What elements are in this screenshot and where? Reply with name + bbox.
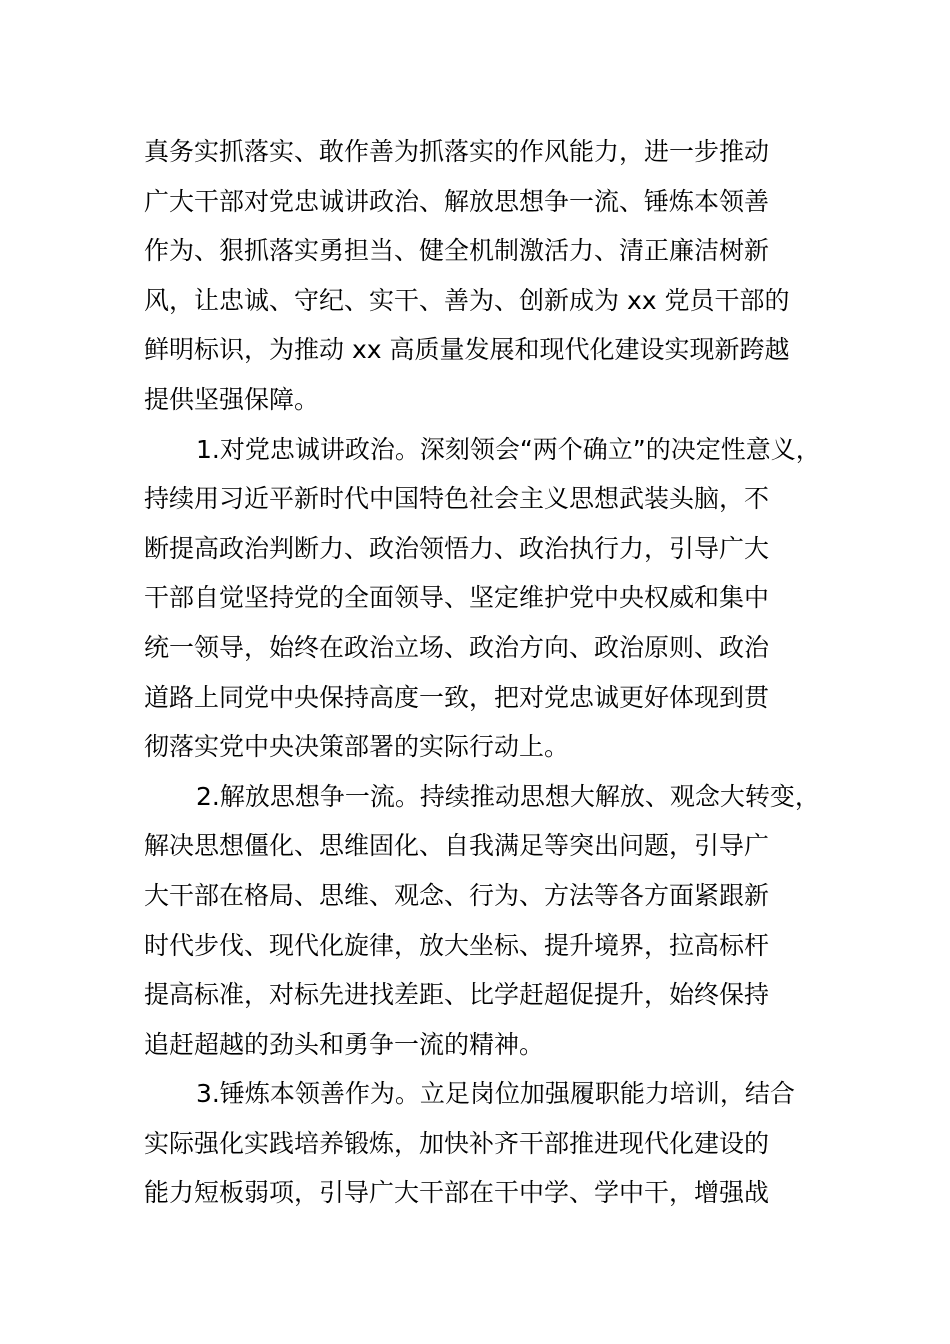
text-line: 追赶超越的劲头和勇争一流的精神。 — [144, 1029, 545, 1059]
text-line: 干部自觉坚持党的全面领导、坚定维护党中央权威和集中 — [144, 583, 770, 613]
text-line: 作为、狠抓落实勇担当、健全机制激活力、清正廉洁树新 — [144, 236, 770, 266]
text-line: 道路上同党中央保持高度一致，把对党忠诚更好体现到贯 — [144, 682, 770, 712]
text-line: 统一领导，始终在政治立场、政治方向、政治原则、政治 — [144, 632, 770, 662]
document-body — [144, 127, 834, 1218]
text-line: 鲜明标识，为推动 xx 高质量发展和现代化建设实现新跨越 — [144, 335, 790, 365]
text-line: 解决思想僵化、思维固化、自我满足等突出问题，引导广 — [144, 831, 770, 861]
text-line: 提供坚强保障。 — [144, 384, 320, 414]
section-heading-line: 3.锤炼本领善作为。立足岗位加强履职能力培训，结合 — [196, 1079, 795, 1109]
text-line: 提高标准，对标先进找差距、比学赶超促提升，始终保持 — [144, 980, 770, 1010]
text-line: 广大干部对党忠诚讲政治、解放思想争一流、锤炼本领善 — [144, 186, 770, 216]
section-heading-line: 1.对党忠诚讲政治。深刻领会“两个确立”的决定性意义， — [196, 434, 821, 464]
text-line: 风，让忠诚、守纪、实干、善为、创新成为 xx 党员干部的 — [144, 285, 790, 315]
text-line: 实际强化实践培养锻炼，加快补齐干部推进现代化建设的 — [144, 1128, 770, 1158]
section-heading-line: 2.解放思想争一流。持续推动思想大解放、观念大转变， — [196, 781, 820, 811]
text-line: 真务实抓落实、敢作善为抓落实的作风能力，进一步推动 — [144, 137, 770, 166]
text-line: 大干部在格局、思维、观念、行为、方法等各方面紧跟新 — [144, 880, 770, 910]
text-line: 断提高政治判断力、政治领悟力、政治执行力，引导广大 — [144, 533, 770, 563]
text-line: 能力短板弱项，引导广大干部在干中学、学中干，增强战 — [144, 1178, 770, 1208]
text-line: 彻落实党中央决策部署的实际行动上。 — [144, 732, 570, 762]
text-line: 持续用习近平新时代中国特色社会主义思想武装头脑，不 — [144, 484, 770, 514]
text-line: 时代步伐、现代化旋律，放大坐标、提升境界，拉高标杆 — [144, 930, 770, 960]
